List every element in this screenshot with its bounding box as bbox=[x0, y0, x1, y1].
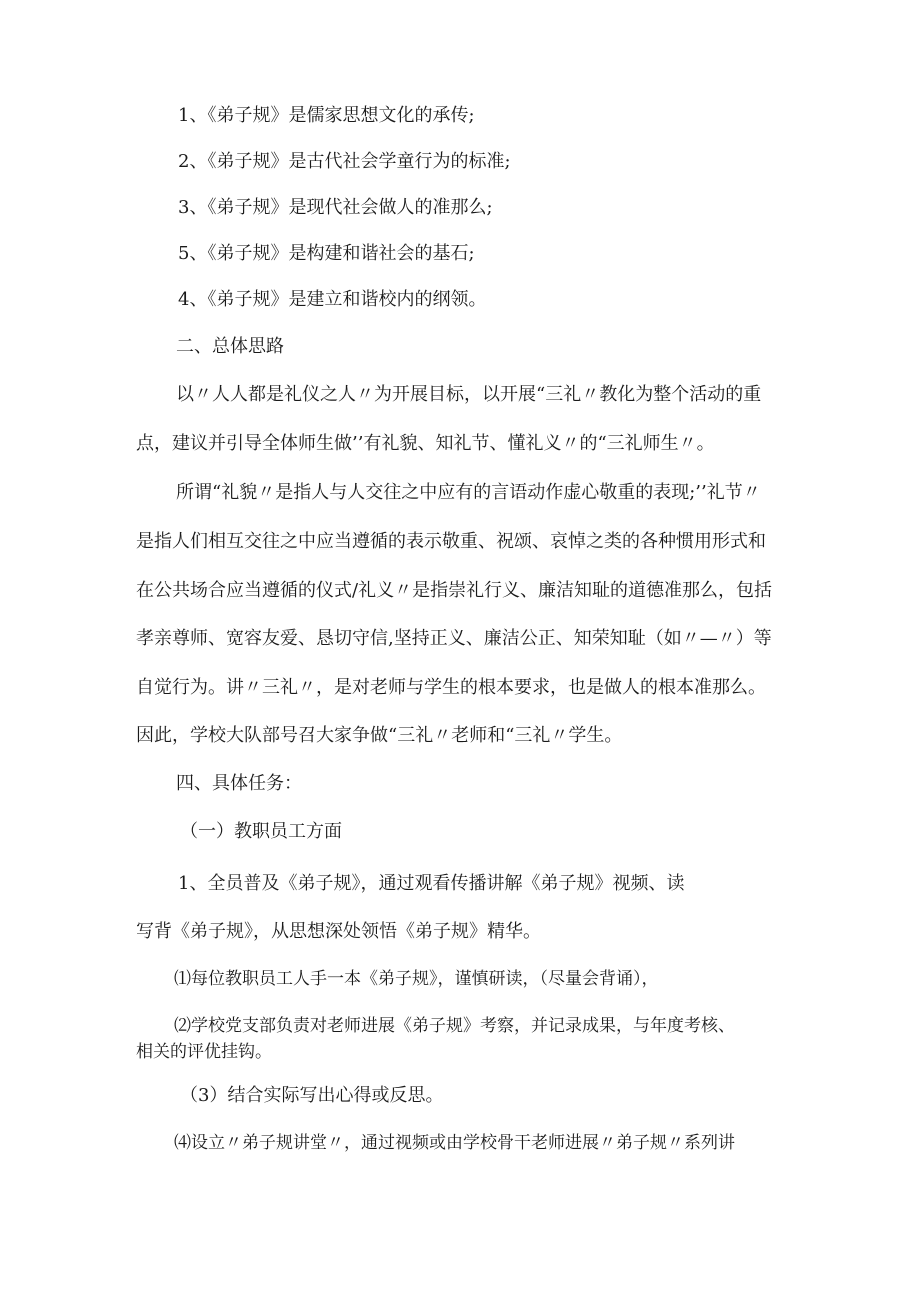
list-item-2: 2、《弟子规》是古代社会学童行为的标准; bbox=[178, 151, 511, 172]
paragraph-definition-line-5: 自觉行为。讲〃三礼〃，是对老师与学生的根本要求，也是做人的根本准那么。 bbox=[136, 677, 766, 698]
task-1-line-1: 1、全员普及《弟子规》，通过观看传播讲解《弟子规》视频、读 bbox=[178, 873, 685, 894]
section-heading-overall-approach: 二、总体思路 bbox=[176, 336, 284, 357]
paragraph-definition-line-6: 因此，学校大队部号召大家争做“三礼〃老师和“三礼〃学生。 bbox=[136, 725, 623, 746]
paragraph-definition-line-4: 孝亲尊师、宽容友爱、恳切守信,坚持正义、廉洁公正、知荣知耻（如〃—〃）等 bbox=[136, 628, 772, 649]
sub-item-2-line-2: 相关的评优挂钩。 bbox=[136, 1042, 272, 1062]
list-item-3: 3、《弟子规》是现代社会做人的准那么; bbox=[178, 197, 493, 218]
sub-item-1: ⑴每位教职员工人手一本《弟子规》，谨慎研读，（尽量会背诵）， bbox=[174, 969, 659, 989]
paragraph-definition-line-2: 是指人们相互交往之中应当遵循的表示敬重、祝颂、哀悼之类的各种惯用形式和 bbox=[136, 531, 766, 552]
paragraph-definition-line-1: 所谓“礼貌〃是指人与人交往之中应有的言语动作虚心敬重的表现;’’礼节〃 bbox=[176, 482, 761, 503]
sub-heading-staff: （一）教职员工方面 bbox=[180, 821, 342, 842]
task-1-line-2: 写背《弟子规》，从思想深处领悟《弟子规》精华。 bbox=[136, 921, 541, 942]
paragraph-goal-line-1: 以〃人人都是礼仪之人〃为开展目标，以开展“三礼〃教化为整个活动的重 bbox=[176, 384, 762, 405]
sub-item-4: ⑷设立〃弟子规讲堂〃，通过视频或由学校骨干老师进展〃弟子规〃系列讲 bbox=[174, 1133, 735, 1153]
sub-item-3: （3）结合实际写出心得或反思。 bbox=[180, 1085, 444, 1106]
paragraph-goal-line-2: 点，建议并引导全体师生做’’有礼貌、知礼节、懂礼义〃的“三礼师生〃。 bbox=[136, 433, 715, 454]
paragraph-definition-line-3: 在公共场合应当遵循的仪式/礼义〃是指崇礼行义、廉洁知耻的道德准那么，包括 bbox=[136, 580, 773, 601]
list-item-1: 1、《弟子规》是儒家思想文化的承传; bbox=[178, 105, 475, 126]
list-item-5: 4、《弟子规》是建立和谐校内的纲领。 bbox=[178, 289, 487, 310]
section-heading-specific-tasks: 四、具体任务： bbox=[176, 773, 302, 794]
list-item-4: 5、《弟子规》是构建和谐社会的基石; bbox=[178, 243, 475, 264]
sub-item-2-line-1: ⑵学校党支部负责对老师进展《弟子规》考察，并记录成果，与年度考核、 bbox=[174, 1016, 735, 1036]
